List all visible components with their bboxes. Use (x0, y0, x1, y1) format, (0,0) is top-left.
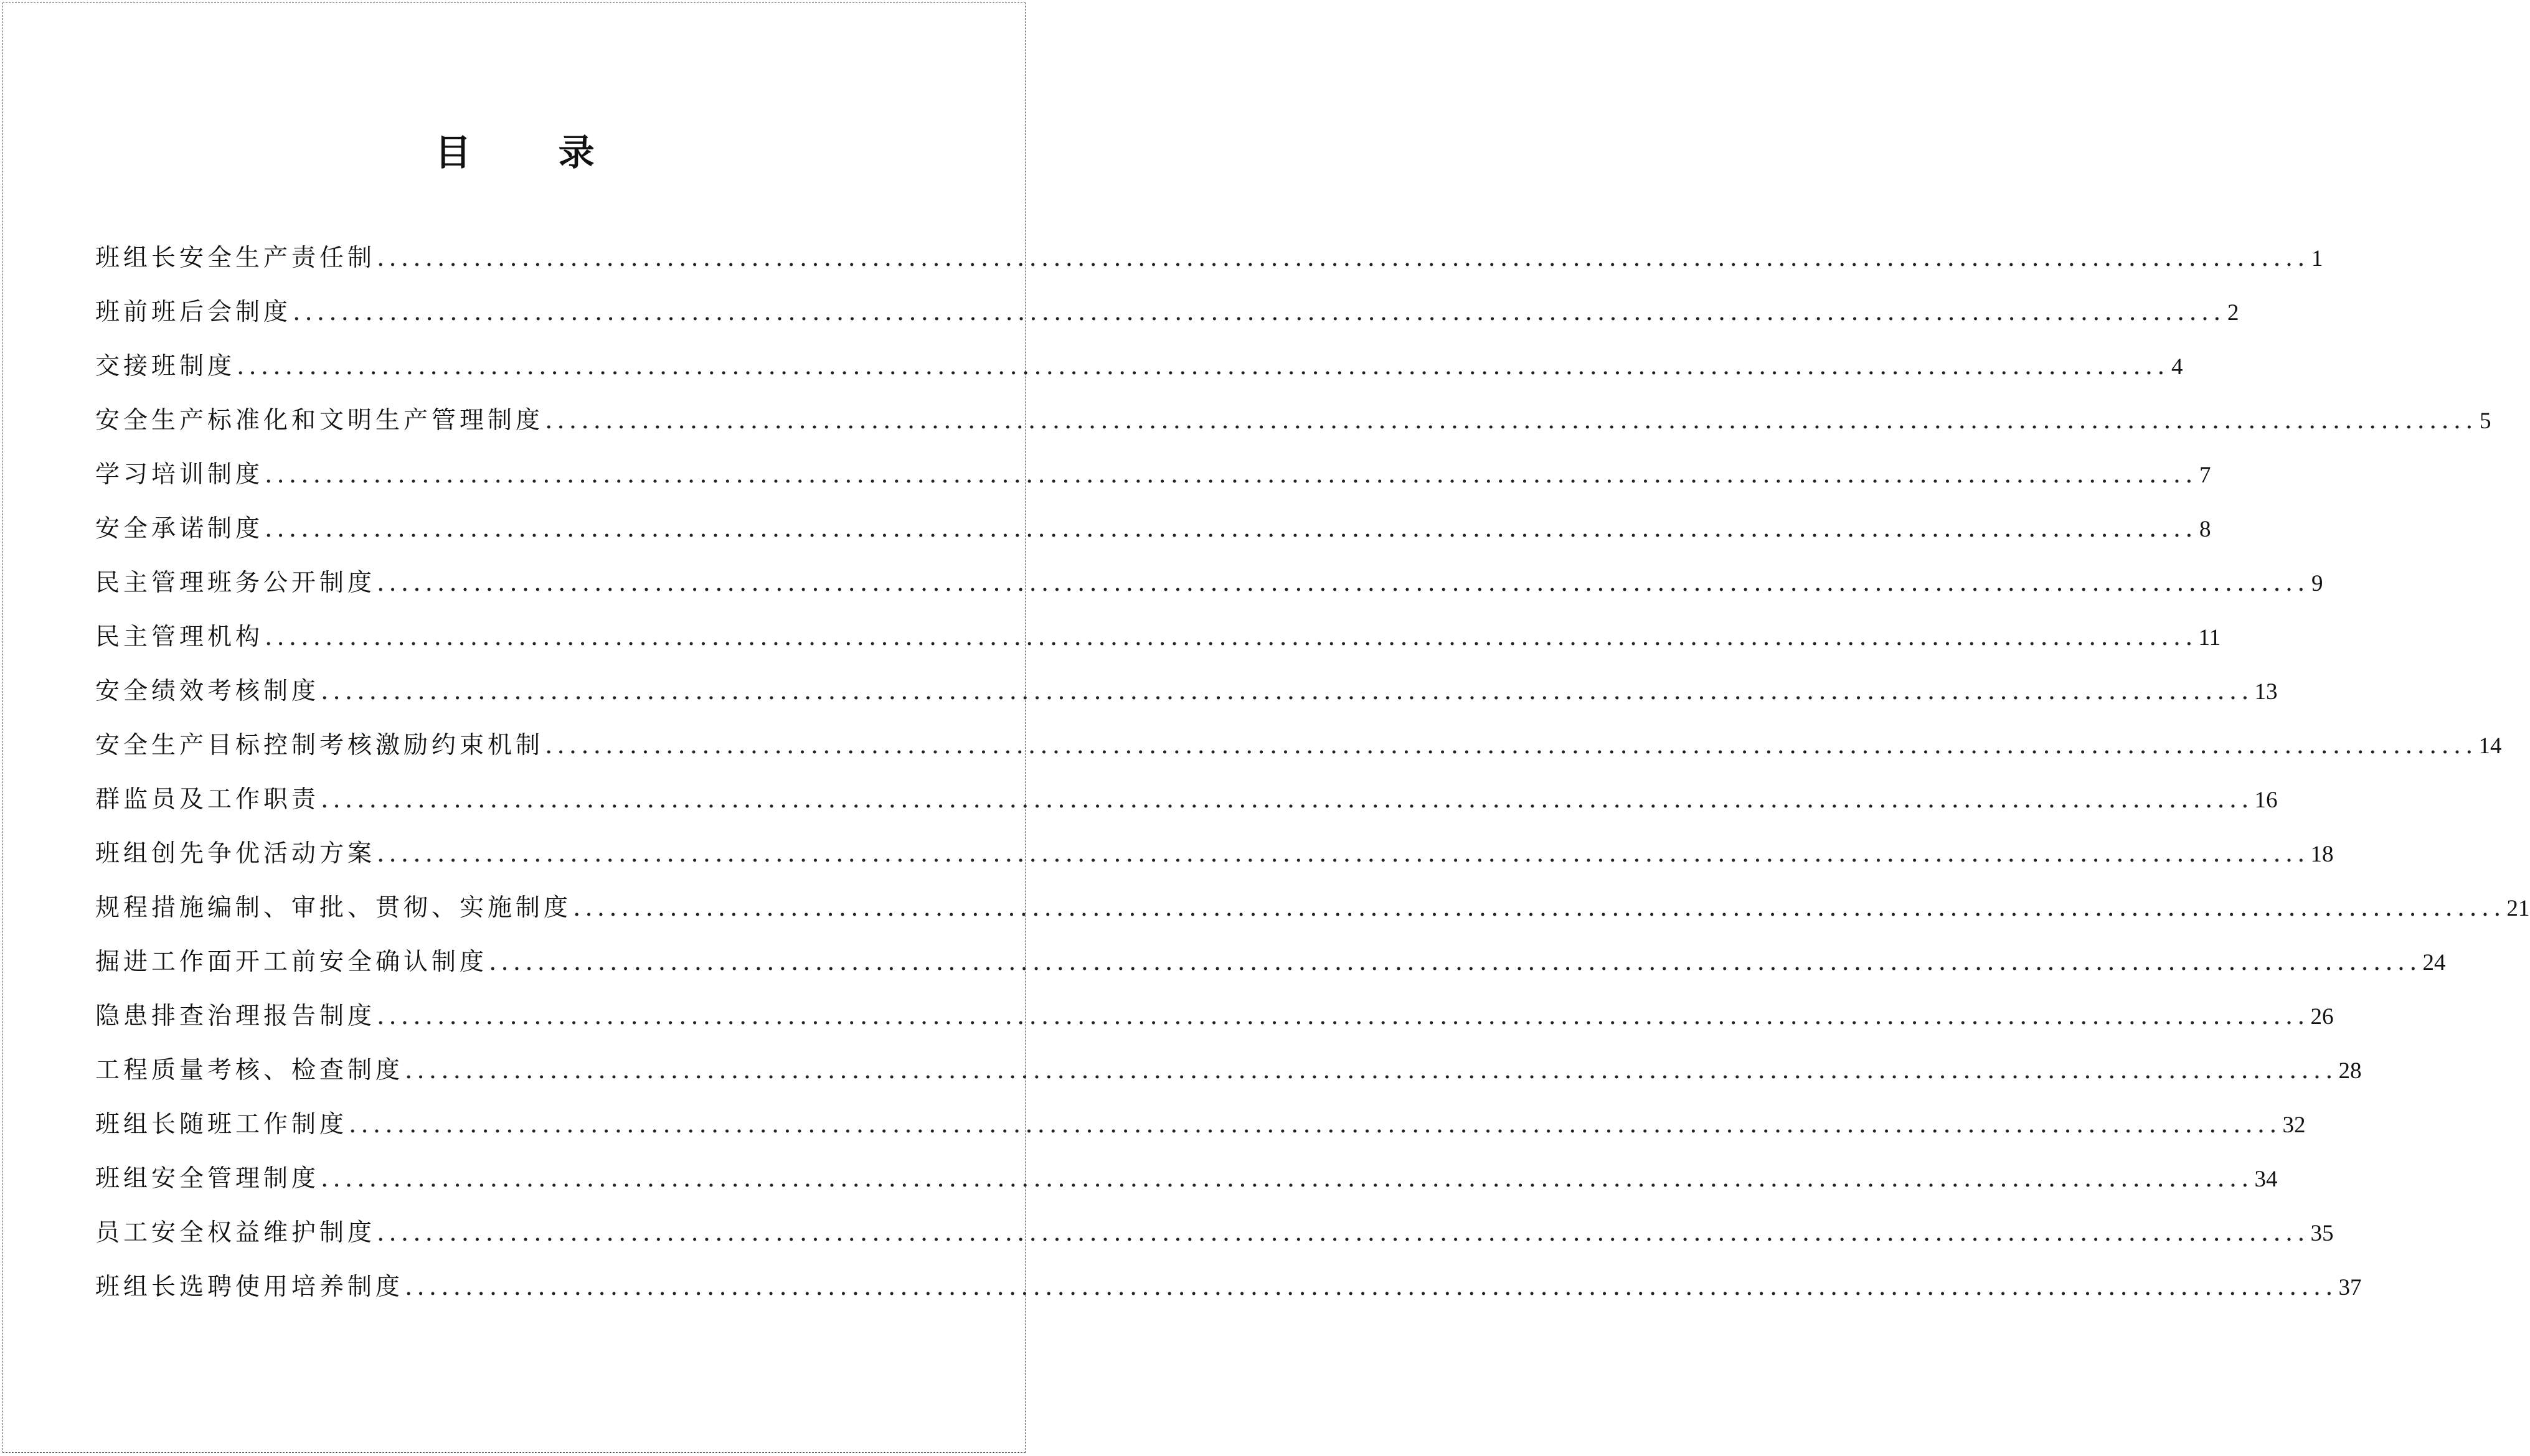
toc-entry-label: 掘进工作面开工前安全确认制度 (95, 948, 488, 976)
toc-entry-page-number: 26 (2310, 1004, 2334, 1030)
toc-entry-page-number: 21 (2506, 896, 2530, 921)
toc-entry[interactable] (95, 292, 2239, 346)
toc-leader-dots: ................................................................................................................................................................ (489, 948, 2422, 976)
toc-entry[interactable] (95, 725, 2502, 779)
toc-leader-dots: ................................................................................................................................................................ (405, 1056, 2338, 1084)
toc-entry-page-number: 35 (2310, 1221, 2334, 1246)
toc-entry[interactable] (95, 834, 2334, 888)
toc-entry-page-number: 13 (2254, 679, 2278, 705)
toc-leader-dots: ................................................................................................................................................................ (265, 461, 2197, 489)
toc-entry-label: 工程质量考核、检查制度 (95, 1056, 404, 1084)
toc-leader-dots: ................................................................................................................................................................ (377, 569, 2310, 597)
toc-entry-page-number: 11 (2198, 625, 2221, 651)
toc-entry-page-number: 8 (2199, 517, 2211, 542)
toc-entry[interactable] (95, 671, 2278, 725)
toc-leader-dots: ................................................................................................................................................................ (377, 840, 2310, 868)
toc-leader-dots: ................................................................................................................................................................ (545, 731, 2478, 759)
toc-entry-label: 班组安全管理制度 (95, 1165, 320, 1193)
toc-entry-label: 班组长安全生产责任制 (95, 244, 376, 272)
toc-leader-dots: ................................................................................................................................................................ (265, 623, 2197, 651)
toc-entry-label: 规程措施编制、审批、贯彻、实施制度 (95, 894, 572, 922)
toc-entry-page-number: 32 (2282, 1112, 2306, 1138)
toc-entry-label: 民主管理班务公开制度 (95, 569, 376, 597)
toc-entry-label: 民主管理机构 (95, 623, 264, 651)
toc-leader-dots: ................................................................................................................................................................ (321, 786, 2254, 814)
toc-entry-page-number: 34 (2254, 1167, 2278, 1192)
toc-entry-label: 隐患排查治理报告制度 (95, 1002, 376, 1030)
toc-leader-dots: ................................................................................................................................................................ (405, 1273, 2338, 1301)
table-of-contents (95, 238, 2530, 1321)
toc-entry[interactable] (95, 1050, 2362, 1104)
toc-entry[interactable] (95, 888, 2530, 942)
toc-entry-page-number: 16 (2254, 787, 2278, 813)
toc-entry-page-number: 4 (2171, 354, 2183, 380)
toc-entry[interactable] (95, 454, 2211, 509)
toc-entry-label: 班前班后会制度 (95, 298, 292, 326)
toc-leader-dots: ................................................................................................................................................................ (321, 677, 2254, 705)
toc-entry[interactable] (95, 1104, 2306, 1158)
toc-entry[interactable] (95, 238, 2323, 292)
toc-entry[interactable] (95, 509, 2211, 563)
toc-leader-dots: ................................................................................................................................................................ (349, 1111, 2282, 1139)
page-title: 目 录 (435, 131, 632, 174)
toc-entry-label: 交接班制度 (95, 352, 236, 380)
toc-leader-dots: ................................................................................................................................................................ (237, 352, 2169, 380)
toc-leader-dots: ................................................................................................................................................................ (321, 1165, 2254, 1193)
toc-entry[interactable] (95, 400, 2491, 454)
toc-entry-page-number: 2 (2227, 300, 2239, 326)
toc-leader-dots: ................................................................................................................................................................ (545, 406, 2478, 434)
toc-leader-dots: ................................................................................................................................................................ (293, 298, 2226, 326)
toc-entry-page-number: 14 (2478, 733, 2502, 759)
toc-entry[interactable] (95, 1267, 2362, 1321)
toc-entry-label: 班组创先争优活动方案 (95, 840, 376, 868)
toc-entry-page-number: 7 (2199, 463, 2211, 488)
toc-leader-dots: ................................................................................................................................................................ (377, 1002, 2310, 1030)
toc-entry[interactable] (95, 1158, 2278, 1213)
toc-entry[interactable] (95, 563, 2323, 617)
toc-entry-page-number: 9 (2311, 571, 2323, 596)
toc-leader-dots: ................................................................................................................................................................ (377, 1219, 2310, 1247)
toc-entry-page-number: 18 (2310, 842, 2334, 867)
toc-entry-page-number: 24 (2422, 950, 2446, 975)
toc-entry-label: 安全绩效考核制度 (95, 677, 320, 705)
toc-entry-label: 员工安全权益维护制度 (95, 1219, 376, 1247)
toc-entry-label: 安全承诺制度 (95, 515, 264, 543)
toc-entry-page-number: 1 (2311, 246, 2323, 271)
toc-entry[interactable] (95, 779, 2278, 834)
toc-entry[interactable] (95, 346, 2183, 400)
toc-leader-dots: ................................................................................................................................................................ (573, 894, 2506, 922)
toc-leader-dots: ................................................................................................................................................................ (377, 244, 2310, 272)
toc-entry-page-number: 37 (2338, 1275, 2362, 1300)
toc-entry-label: 安全生产目标控制考核激励约束机制 (95, 731, 544, 759)
toc-entry-label: 班组长选聘使用培养制度 (95, 1273, 404, 1301)
toc-entry-page-number: 28 (2338, 1058, 2362, 1084)
toc-entry[interactable] (95, 1213, 2334, 1267)
toc-entry-page-number: 5 (2480, 408, 2491, 434)
toc-entry[interactable] (95, 996, 2334, 1050)
toc-leader-dots: ................................................................................................................................................................ (265, 515, 2197, 543)
toc-entry-label: 班组长随班工作制度 (95, 1111, 348, 1139)
toc-entry-label: 群监员及工作职责 (95, 786, 320, 814)
toc-entry[interactable] (95, 942, 2446, 996)
toc-entry-label: 安全生产标准化和文明生产管理制度 (95, 406, 544, 434)
toc-entry[interactable] (95, 617, 2221, 671)
toc-entry-label: 学习培训制度 (95, 461, 264, 489)
